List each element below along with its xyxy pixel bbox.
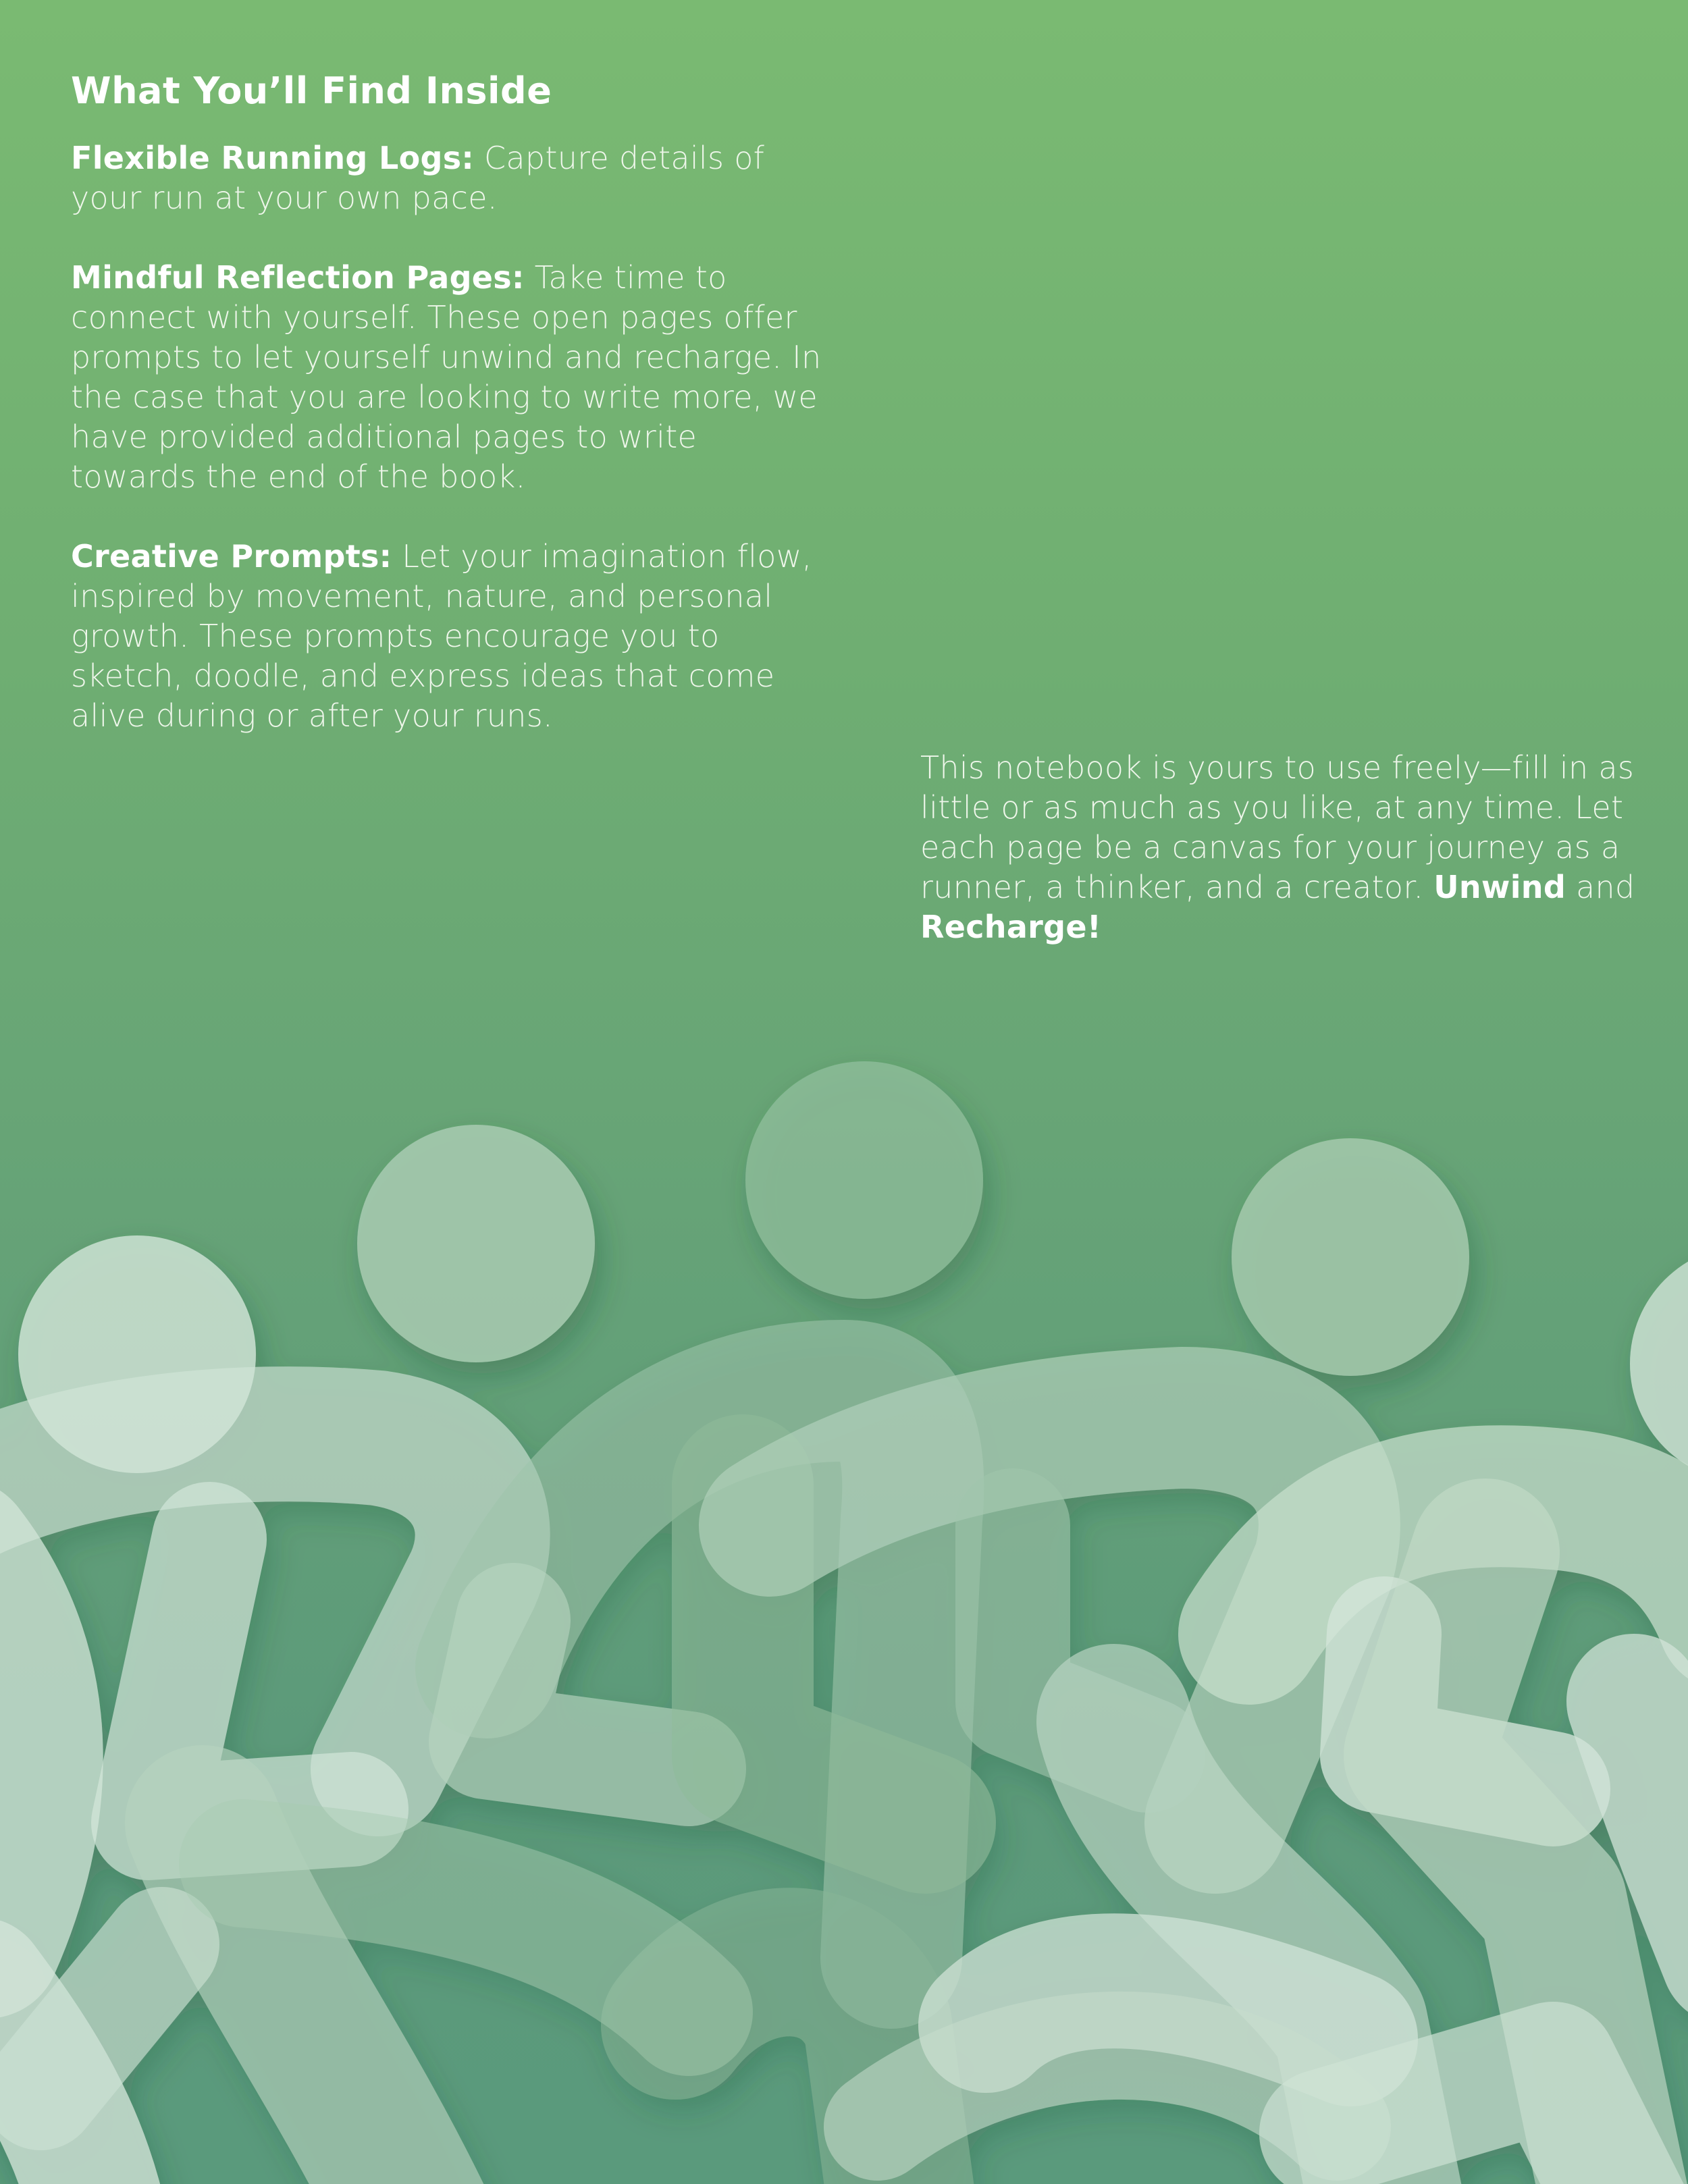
runner-head xyxy=(357,1125,595,1362)
runner-limb xyxy=(0,1553,29,1944)
runner-limb xyxy=(1323,2066,1634,2184)
closing-paragraph xyxy=(920,748,1670,947)
section-lead: Mindful Reflection Pages: xyxy=(71,259,525,296)
runner-limb xyxy=(486,1620,689,1769)
section-creative-prompts xyxy=(71,537,827,736)
closing-word-recharge: Recharge! xyxy=(920,909,1102,945)
section-lead: Flexible Running Logs: xyxy=(71,140,475,176)
section-body: Take time to connect with yourself. These open pages offer prompts to let yourself unwind and recharge. In the case that you are looking to write more, we have provided additional pages to write towards the end of the book. xyxy=(71,259,822,495)
section-body: Let your imagination flow, inspired by movement, nature, and personal growth. These prompts encourage you to sketch, doodle, and express ideas that come alive during or after your runs. xyxy=(71,538,812,734)
section-lead: Creative Prompts: xyxy=(71,538,392,575)
closing-joiner: and xyxy=(1566,869,1635,905)
closing-word-unwind: Unwind xyxy=(1433,869,1566,905)
runner-limb xyxy=(1634,1701,1688,1958)
runner-limb xyxy=(41,1944,162,2093)
section-body: Capture details of your run at your own pace. xyxy=(71,140,765,216)
page-title: What You’ll Find Inside xyxy=(71,70,552,112)
runner-head xyxy=(1232,1138,1469,1376)
closing-text: This notebook is yours to use freely—fill in as little or as much as you like, at any time. Let each page be a canvas for your journey as a runner, a thinker, and a creator. xyxy=(920,749,1635,905)
closing-column xyxy=(920,748,1670,987)
intro-column xyxy=(71,64,827,776)
section-reflection-pages xyxy=(71,258,827,497)
section-running-logs xyxy=(71,138,827,218)
runner-head xyxy=(745,1061,983,1299)
